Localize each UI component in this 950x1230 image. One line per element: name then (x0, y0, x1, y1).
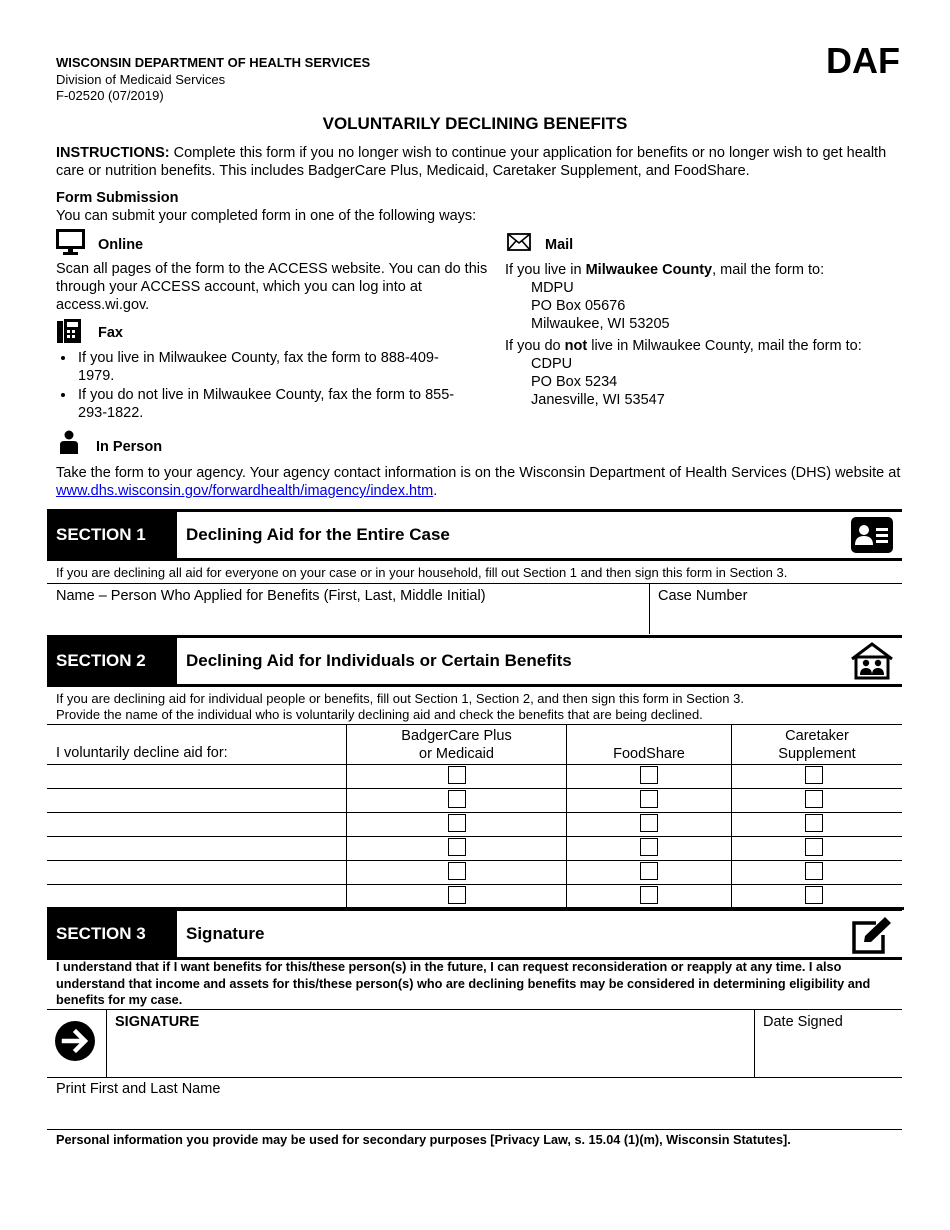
date-signed-label: Date Signed (763, 1014, 843, 1030)
form-number: F-02520 (07/2019) (56, 88, 164, 103)
divider (47, 1129, 902, 1130)
col-caretaker (732, 727, 902, 763)
milwaukee-address-2: PO Box 05676 (531, 298, 626, 314)
caretaker-checkbox[interactable] (805, 838, 823, 856)
section1-number: SECTION 1 (47, 512, 177, 558)
declining-person-name-field[interactable] (48, 765, 345, 787)
section2-note-2: Provide the name of the individual who is voluntarily declining aid and check the benefits that are being declined. (56, 707, 703, 722)
badgercare-checkbox[interactable] (448, 790, 466, 808)
divider (106, 1009, 107, 1077)
foodshare-checkbox[interactable] (640, 814, 658, 832)
caretaker-checkbox[interactable] (805, 814, 823, 832)
milwaukee-address-1: MDPU (531, 280, 574, 296)
mail-title: Mail (545, 237, 574, 253)
agency-directory-link[interactable]: www.dhs.wisconsin.gov/forwardhealth/imagency/index.htm (56, 483, 434, 499)
case-number-field[interactable] (651, 606, 901, 632)
col-caretaker-line1: Caretaker (785, 728, 849, 744)
divider (47, 583, 902, 584)
mail-other-post: live in Milwaukee County, mail the form to: (587, 338, 862, 354)
online-title: Online (98, 237, 144, 253)
date-signed-field[interactable] (756, 1032, 901, 1076)
other-address-1: CDPU (531, 356, 573, 372)
mail-icon (507, 233, 531, 251)
person-icon (58, 430, 80, 456)
applicant-name-label: Name – Person Who Applied for Benefits (First, Last, Middle Initial) (56, 588, 486, 604)
computer-icon (56, 229, 85, 256)
mail-milwaukee-bold: Milwaukee County (585, 262, 713, 278)
instructions-text: Complete this form if you no longer wish to continue your application for benefits or no longer wish to get health care or nutrition benefits. This includes BadgerCare Plus, Medicaid, Caretaker Supplement, and FoodShare. (56, 145, 887, 179)
foodshare-checkbox[interactable] (640, 862, 658, 880)
agency-name: WISCONSIN DEPARTMENT OF HEALTH SERVICES (56, 55, 371, 70)
in-person-end: . (433, 483, 438, 499)
section3-number: SECTION 3 (47, 911, 177, 957)
applicant-name-field[interactable] (48, 606, 648, 632)
page-title: VOLUNTARILY DECLINING BENEFITS (322, 114, 628, 133)
fax-list (56, 349, 456, 423)
print-name-field[interactable] (48, 1099, 901, 1128)
arrow-right-icon (55, 1021, 95, 1061)
online-text: Scan all pages of the form to the ACCESS website. You can do this through your ACCESS account, which you can log into at access.wi.gov. (56, 261, 488, 313)
section2-number: SECTION 2 (47, 638, 177, 684)
fax-title: Fax (98, 325, 123, 341)
section3-header (47, 908, 902, 960)
section2-title: Declining Aid for Individuals or Certain Benefits (186, 651, 572, 670)
privacy-notice: Personal information you provide may be used for secondary purposes [Privacy Law, s. 15.04 (1)(m), Wisconsin Statutes]. (56, 1133, 791, 1147)
division-name: Division of Medicaid Services (56, 72, 226, 87)
fax-icon (56, 318, 83, 344)
in-person-title: In Person (96, 439, 163, 455)
instructions-label: INSTRUCTIONS: (56, 145, 170, 161)
decline-label: I voluntarily decline aid for: (56, 745, 228, 761)
caretaker-checkbox[interactable] (805, 790, 823, 808)
mail-milwaukee-post: , mail the form to: (712, 262, 825, 278)
declining-person-name-field[interactable] (48, 813, 345, 835)
case-number-label: Case Number (658, 588, 748, 604)
section1-title: Declining Aid for the Entire Case (186, 525, 450, 544)
declining-person-name-field[interactable] (48, 789, 345, 811)
divider (649, 583, 650, 634)
signature-label: SIGNATURE (115, 1014, 200, 1030)
mail-other-line (505, 337, 905, 355)
other-address-2: PO Box 5234 (531, 374, 618, 390)
caretaker-checkbox[interactable] (805, 886, 823, 904)
section2-note-1: If you are declining aid for individual people or benefits, fill out Section 1, Section 2, and then sign this form in Section 3. (56, 691, 744, 706)
milwaukee-address-3: Milwaukee, WI 53205 (531, 316, 670, 332)
badgercare-checkbox[interactable] (448, 814, 466, 832)
foodshare-checkbox[interactable] (640, 838, 658, 856)
divider (47, 1077, 902, 1078)
col-badgercare (347, 727, 566, 763)
divider (47, 1009, 902, 1010)
badgercare-checkbox[interactable] (448, 886, 466, 904)
foodshare-checkbox[interactable] (640, 766, 658, 784)
foodshare-checkbox[interactable] (640, 886, 658, 904)
declining-person-name-field[interactable] (48, 837, 345, 859)
divider (177, 512, 180, 558)
badgercare-checkbox[interactable] (448, 838, 466, 856)
col-caretaker-line2: Supplement (778, 746, 856, 762)
submission-heading: Form Submission (56, 190, 179, 206)
foodshare-checkbox[interactable] (640, 790, 658, 808)
household-icon (850, 642, 894, 680)
badgercare-checkbox[interactable] (448, 862, 466, 880)
divider (754, 1009, 755, 1077)
badgercare-checkbox[interactable] (448, 766, 466, 784)
divider (47, 724, 902, 725)
mail-other-bold: not (564, 338, 588, 354)
section1-note: If you are declining all aid for everyone on your case or in your household, fill out Section 1 and then sign this form in Section 3. (56, 565, 788, 580)
form-code: DAF (826, 40, 900, 81)
section1-header (47, 509, 902, 561)
caretaker-checkbox[interactable] (805, 862, 823, 880)
decline-table (47, 724, 902, 909)
col-foodshare: FoodShare (613, 746, 685, 762)
section2-header (47, 635, 902, 687)
edit-icon (850, 915, 894, 953)
id-card-icon (850, 516, 894, 554)
mail-block (505, 261, 905, 409)
col-badgercare-line2: or Medicaid (419, 746, 494, 762)
fax-item-milwaukee: • If you live in Milwaukee County, fax the form to 888-409-1979. (76, 349, 456, 385)
other-address-3: Janesville, WI 53547 (531, 392, 665, 408)
declining-person-name-field[interactable] (48, 861, 345, 883)
in-person-body: Take the form to your agency. Your agency contact information is on the Wisconsin Department of Health Services (DHS) website at (56, 465, 901, 481)
mail-other-pre: If you do (505, 338, 565, 354)
col-badgercare-line1: BadgerCare Plus (401, 728, 512, 744)
mail-milwaukee-line (505, 261, 905, 279)
mail-milwaukee-pre: If you live in (505, 262, 586, 278)
print-name-label: Print First and Last Name (56, 1081, 221, 1097)
declining-person-name-field[interactable] (48, 885, 345, 907)
fax-item-other: • If you do not live in Milwaukee County, fax the form to 855- 293-1822. (76, 386, 456, 422)
signature-field[interactable] (108, 1032, 753, 1076)
section3-title: Signature (186, 924, 265, 943)
section3-statement: I understand that if I want benefits for this/these person(s) in the future, I can request reconsideration or reapply at any time. I also understand that income and assets for this/these person(s) who are declining benefits may be considered in determining eligibility and benefits for my case. (56, 960, 871, 1007)
caretaker-checkbox[interactable] (805, 766, 823, 784)
instructions (56, 144, 896, 180)
in-person-text (56, 464, 906, 500)
submission-intro: You can submit your completed form in one of the following ways: (56, 208, 477, 224)
